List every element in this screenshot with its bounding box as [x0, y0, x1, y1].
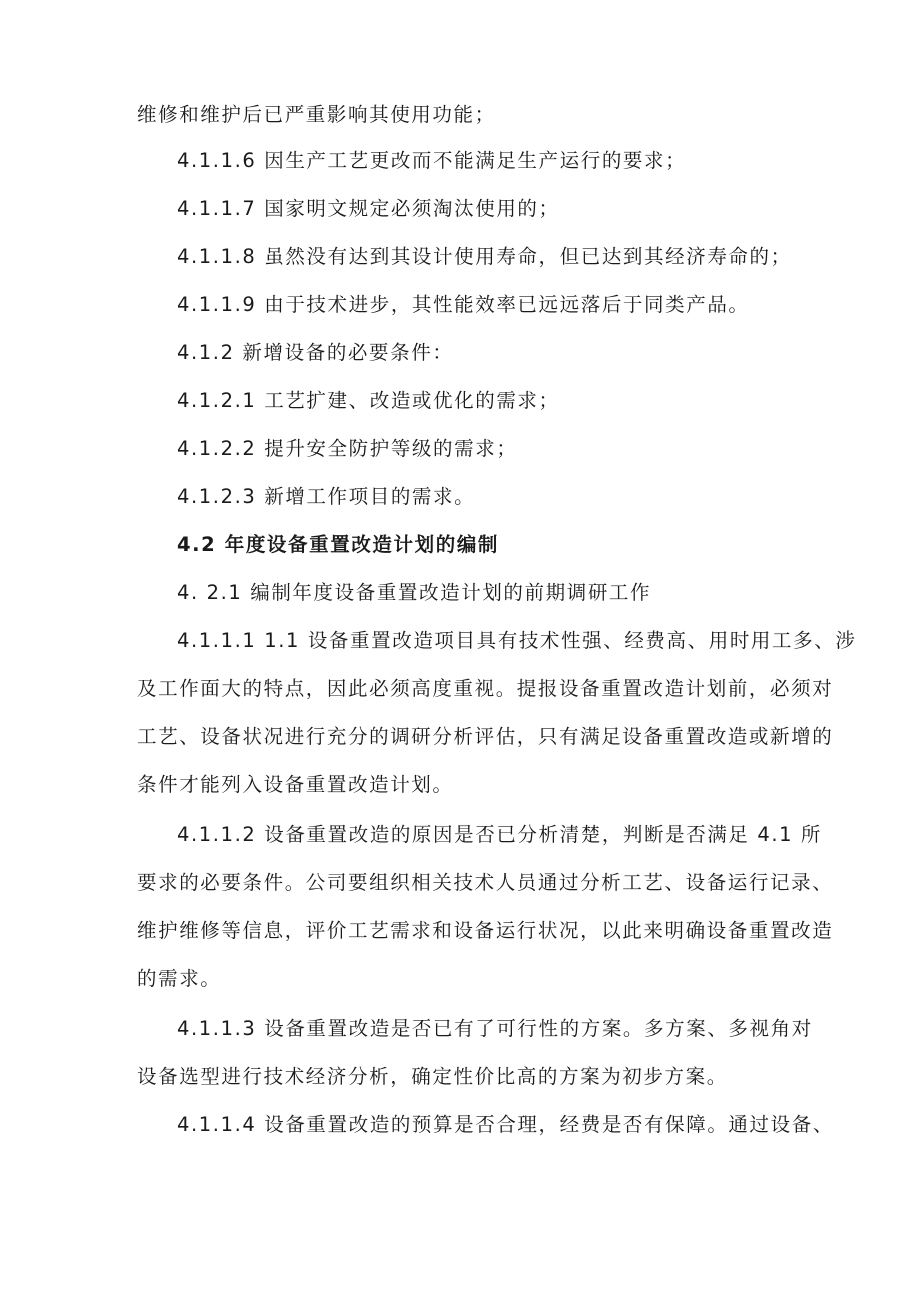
item-4-1-2-3: 4.1.2.3 新增工作项目的需求。: [177, 485, 476, 508]
item-4-1-2-1: 4.1.2.1 工艺扩建、改造或优化的需求；: [177, 389, 560, 412]
item-4-1-1-6: 4.1.1.6 因生产工艺更改而不能满足生产运行的要求；: [177, 149, 687, 172]
para-4-1-1-2-line3: 维护维修等信息，评价工艺需求和设备运行状况，以此来明确设备重置改造: [137, 919, 834, 942]
item-4-1-1-8: 4.1.1.8 虽然没有达到其设计使用寿命，但已达到其经济寿命的；: [177, 245, 792, 268]
item-4-2-1-heading: 4. 2.1 编制年度设备重置改造计划的前期调研工作: [177, 581, 652, 604]
item-4-1-1-7: 4.1.1.7 国家明文规定必须淘汰使用的；: [177, 197, 560, 220]
para-4-1-1-1-line4: 条件才能列入设备重置改造计划。: [137, 773, 454, 796]
item-4-1-1-9: 4.1.1.9 由于技术进步，其性能效率已远远落后于同类产品。: [177, 293, 750, 316]
item-4-1-2-2: 4.1.2.2 提升安全防护等级的需求；: [177, 437, 518, 460]
para-4-1-1-1-line2: 及工作面大的特点，因此必须高度重视。提报设备重置改造计划前，必须对: [137, 677, 834, 700]
para-4-1-1-3-line2: 设备选型进行技术经济分析，确定性价比高的方案为初步方案。: [137, 1065, 728, 1088]
para-4-1-1-4-line1: 4.1.1.4 设备重置改造的预算是否合理，经费是否有保障。通过设备、: [177, 1113, 834, 1136]
text-line-continuation: 维修和维护后已严重影响其使用功能；: [137, 103, 496, 126]
para-4-1-1-2-line4: 的需求。: [137, 967, 222, 990]
para-4-1-1-1-line3: 工艺、设备状况进行充分的调研分析评估，只有满足设备重置改造或新增的: [137, 725, 834, 748]
section-4-2-heading: 4.2 年度设备重置改造计划的编制: [177, 533, 500, 556]
para-4-1-1-3-line1: 4.1.1.3 设备重置改造是否已有了可行性的方案。多方案、多视角对: [177, 1017, 813, 1040]
item-4-1-2-heading: 4.1.2 新增设备的必要条件：: [177, 341, 454, 364]
para-4-1-1-1-line1: 4.1.1.1 1.1 设备重置改造项目具有技术性强、经费高、用时用工多、涉: [177, 629, 857, 652]
para-4-1-1-2-line1: 4.1.1.2 设备重置改造的原因是否已分析清楚，判断是否满足 4.1 所: [177, 823, 823, 846]
para-4-1-1-2-line2: 要求的必要条件。公司要组织相关技术人员通过分析工艺、设备运行记录、: [137, 871, 834, 894]
